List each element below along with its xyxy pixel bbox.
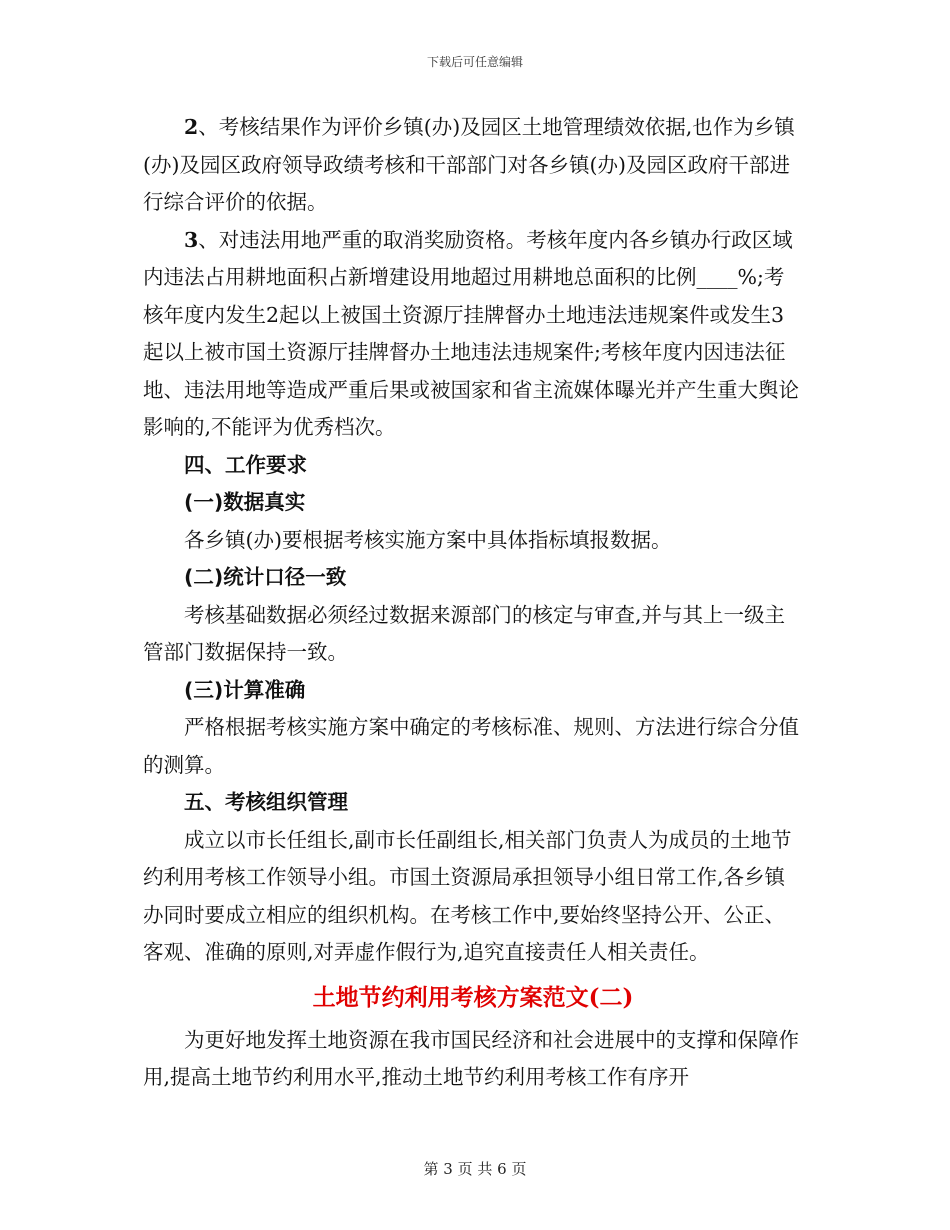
heading-work-requirements: 四、工作要求: [184, 452, 307, 477]
paragraph-2: [143, 109, 803, 222]
paragraph-3: [143, 222, 803, 447]
paragraph-text: 、考核结果作为评价乡镇(办)及园区土地管理绩效依据,也作为乡镇(办)及园区政府领导政绩考核和干部部门对各乡镇(办)及园区政府干部进行综合评价的依据。: [143, 115, 795, 214]
section-title: 土地节约利用考核方案范文(二): [312, 983, 634, 1011]
item-number: 3: [184, 227, 199, 252]
paragraph-text: 、对违法用地严重的取消奖励资格。考核年度内各乡镇办行政区域内违法占用耕地面积占新增建设用地超过用耕地总面积的比例____%;考核年度内发生2起以上被国土资源厅挂牌督办土地违法违规案件或发生3起以上被市国土资源厅挂牌督办土地违法违规案件;考核年度内因违法征地、违法用地等造成严重后果或被国家和省主流媒体曝光并产生重大舆论影响的,不能评为优秀档次。: [143, 227, 799, 439]
document-body: [143, 109, 803, 1097]
paragraph-organization: 成立以市长任组长,副市长任副组长,相关部门负责人为成员的土地节约利用考核工作领导小组。市国土资源局承担领导小组日常工作,各乡镇办同时要成立相应的组织机构。在考核工作中,要始终坚持公开、公正、客观、准确的原则,对弄虚作假行为,追究直接责任人相关责任。: [143, 827, 792, 964]
paragraph-intro: 为更好地发挥土地资源在我市国民经济和社会进展中的支撑和保障作用,提高土地节约利用水平,推动土地节约利用考核工作有序开: [143, 1027, 799, 1089]
subheading-calculation: (三)计算准确: [184, 677, 306, 702]
item-number: 2: [184, 115, 199, 139]
subheading-statistics: (二)统计口径一致: [184, 565, 347, 589]
page-header: 下载后可任意编辑: [426, 55, 523, 69]
page-footer: 第 3 页 共 6 页: [423, 1160, 527, 1178]
paragraph-calculation: 严格根据考核实施方案中确定的考核标准、规则、方法进行综合分值的测算。: [143, 715, 799, 777]
subheading-data-accuracy: (一)数据真实: [184, 490, 306, 514]
paragraph-statistics: 考核基础数据必须经过数据来源部门的核定与审查,并与其上一级主管部门数据保持一致。: [143, 602, 786, 664]
heading-organization: 五、考核组织管理: [184, 790, 348, 814]
paragraph-data-accuracy: 各乡镇(办)要根据考核实施方案中具体指标填报数据。: [184, 527, 672, 552]
